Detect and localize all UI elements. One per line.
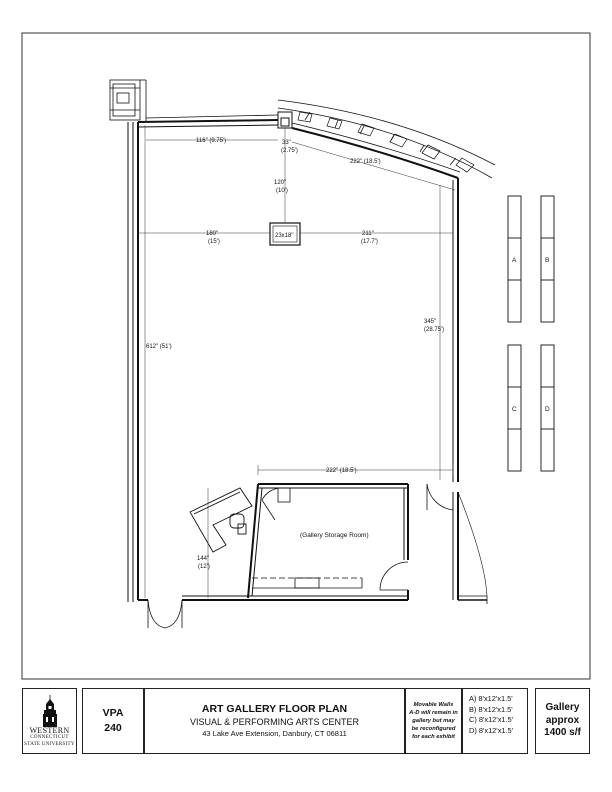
dim-desk: 144" bbox=[197, 556, 210, 562]
plan-address: 43 Lake Ave Extension, Danbury, CT 06811 bbox=[202, 729, 347, 738]
gallery-line-3: 1400 s/f bbox=[544, 727, 581, 739]
dim-notch: 33" bbox=[282, 140, 291, 146]
logo-cell bbox=[22, 688, 77, 754]
note-line-3: gallery but may bbox=[412, 718, 455, 724]
note-line-4: be reconfigured bbox=[411, 726, 456, 732]
movable-walls-note bbox=[405, 688, 462, 754]
top-wall bbox=[138, 115, 278, 127]
dim-storage: 222" (18.5') bbox=[326, 468, 357, 474]
dim-notch-ft: (2.75') bbox=[281, 148, 298, 154]
angled-wall bbox=[278, 100, 495, 178]
dim-column-right-ft: (17.7') bbox=[361, 239, 378, 245]
note-line-2: A-D will remain in bbox=[409, 710, 458, 716]
bottom-wall bbox=[138, 596, 408, 628]
wall-spec-b: B) 8'x12'x1.5' bbox=[469, 704, 513, 714]
wall-spec-d: D) 8'x12'x1.5' bbox=[469, 725, 514, 735]
movable-wall-a bbox=[508, 196, 521, 322]
dim-left-column-ft: (15') bbox=[208, 239, 220, 245]
gallery-line-2: approx bbox=[545, 714, 580, 726]
plan-subtitle: VISUAL & PERFORMING ARTS CENTER bbox=[189, 717, 360, 727]
dim-column-top-ft: (10') bbox=[276, 188, 288, 194]
left-wall bbox=[128, 122, 138, 602]
storage-room bbox=[248, 484, 408, 600]
desk bbox=[190, 488, 252, 552]
dim-column-top: 120" bbox=[274, 180, 287, 186]
room-code-cell bbox=[82, 688, 144, 754]
room-number: 240 bbox=[104, 722, 122, 734]
university-name bbox=[24, 727, 75, 748]
building-code: VPA bbox=[102, 707, 124, 719]
logo-line-2: CONNECTICUT bbox=[30, 734, 69, 740]
movable-wall-d-label: D bbox=[545, 406, 550, 413]
right-wall bbox=[453, 178, 458, 600]
movable-wall-c bbox=[508, 345, 521, 471]
movable-wall-a-label: A bbox=[512, 257, 517, 264]
dim-left-column: 180" bbox=[206, 231, 219, 237]
dim-right-wall: 345" bbox=[424, 319, 437, 325]
title-cell bbox=[144, 688, 405, 754]
wall-spec-a: A) 8'x12'x1.5' bbox=[469, 694, 513, 703]
dim-angled-wall: 222" (18.5') bbox=[350, 159, 381, 165]
movable-walls bbox=[508, 196, 554, 471]
gallery-line-1: Gallery bbox=[545, 702, 580, 714]
plan-title: ART GALLERY FLOOR PLAN bbox=[201, 703, 348, 715]
logo-line-3: STATE UNIVERSITY bbox=[24, 741, 75, 747]
dim-column-size: 23x18" bbox=[275, 233, 294, 239]
dimension-labels bbox=[146, 138, 444, 570]
top-left-detail bbox=[110, 80, 146, 122]
movable-wall-b-label: B bbox=[545, 257, 550, 264]
movable-wall-c-label: C bbox=[512, 406, 517, 413]
dim-column-right: 211" bbox=[362, 231, 374, 237]
note-line-1: Movable Walls bbox=[413, 702, 454, 708]
wall-spec-c: C) 8'x12'x1.5' bbox=[469, 715, 514, 725]
university-tower-icon bbox=[40, 695, 60, 727]
dim-right-wall-ft: (28.75') bbox=[424, 327, 445, 333]
gallery-area-cell bbox=[535, 688, 590, 754]
dim-left-wall: 612" (51') bbox=[146, 344, 172, 350]
note-line-5: for each exhibit bbox=[412, 734, 455, 740]
dim-desk-ft: (12') bbox=[198, 564, 210, 570]
wall-notch bbox=[278, 112, 292, 128]
page-border bbox=[22, 33, 590, 679]
movable-wall-d bbox=[541, 345, 554, 471]
movable-wall-b bbox=[541, 196, 554, 322]
dim-top-wall: 116" (9.75') bbox=[196, 138, 227, 144]
logo-line-1: WESTERN bbox=[29, 725, 70, 735]
storage-room-label: (Gallery Storage Room) bbox=[300, 532, 369, 539]
walls-list bbox=[462, 688, 528, 754]
